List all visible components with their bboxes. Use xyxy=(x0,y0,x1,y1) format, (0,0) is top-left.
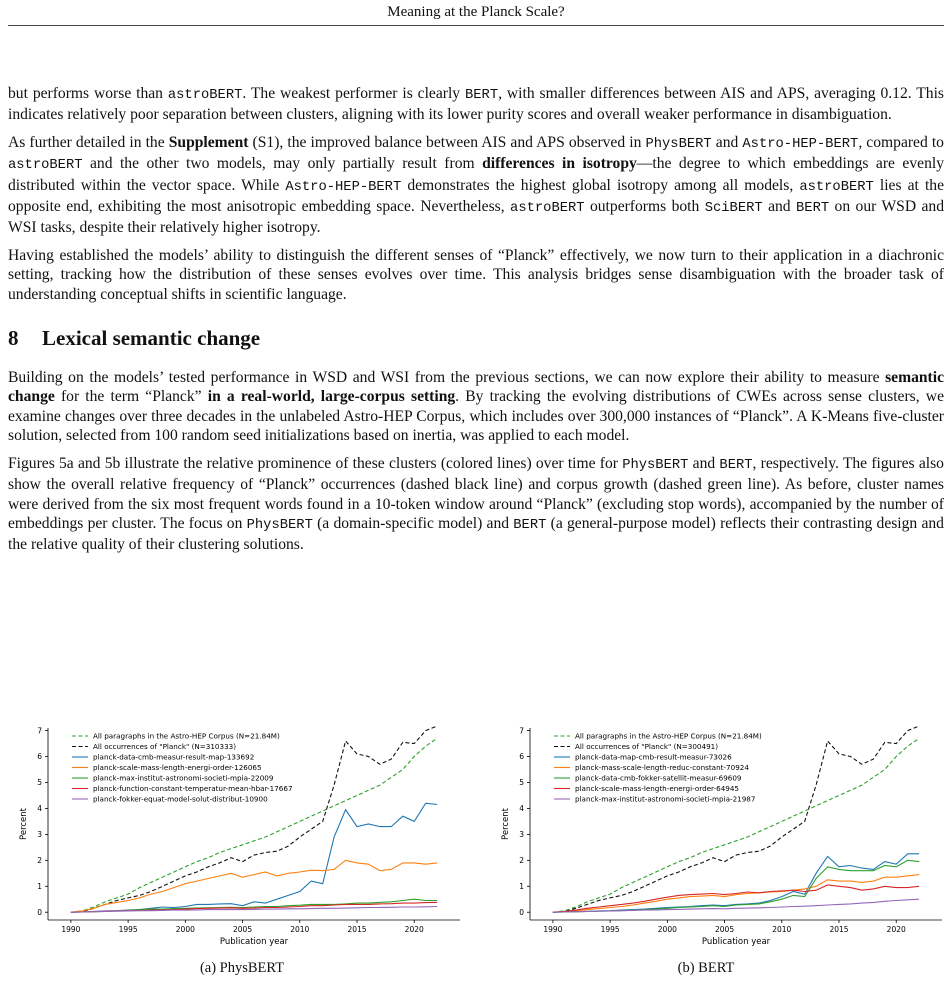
text-run: on our WSD and WSI tasks, despite their relatively higher isotropy. xyxy=(8,198,945,237)
header-rule xyxy=(8,25,944,26)
y-tick-label: 7 xyxy=(519,726,524,736)
line-chart-bert xyxy=(486,724,950,956)
figure-a xyxy=(4,724,468,956)
text-run: and xyxy=(688,454,720,472)
legend-label: planck-data-map-cmb-result-measur-73026 xyxy=(575,752,732,762)
y-tick-label: 0 xyxy=(519,907,524,917)
x-tick-label: 1990 xyxy=(61,925,81,934)
x-tick-label: 2010 xyxy=(290,925,310,934)
text-run: lies at the opposite end, exhibiting the most anisotropic embedding space. Nevertheless, xyxy=(8,176,944,216)
x-tick-label: 1995 xyxy=(600,925,620,934)
model-name: BERT xyxy=(513,517,547,533)
text-run: , with smaller differences between AIS and APS, averaging 0.12. This indicates relatively poor separation between clusters, aligning with its lower purity scores and overall weaker performance in disambiguation. xyxy=(8,85,944,124)
model-name: astroBERT xyxy=(167,88,243,103)
figure-caption-b: (b) BERT xyxy=(677,960,735,976)
series-line xyxy=(71,860,437,912)
model-name: Astro-HEP-BERT xyxy=(285,179,402,195)
y-tick-label: 4 xyxy=(519,804,524,814)
model-name: Astro-HEP-BERT xyxy=(742,136,859,152)
text-run: and xyxy=(711,133,743,151)
model-name: PhysBERT xyxy=(246,517,313,533)
model-name: BERT xyxy=(719,457,753,473)
text-run: (a general-purpose model) reflects their contrasting design and the relative quality of their clustering solutions. xyxy=(8,514,944,554)
text-run: —the degree to which embeddings are evenly distributed within the vector space. While xyxy=(8,155,944,194)
legend-label: planck-scale-mass-length-energi-order-126065 xyxy=(93,763,262,773)
x-axis-label: Publication year xyxy=(219,937,289,947)
legend-label: planck-scale-mass-length-energi-order-64945 xyxy=(575,784,740,794)
line-chart-physbert xyxy=(4,724,468,956)
text-run: and the other two models, may only partially result from xyxy=(82,155,483,173)
text-run: for the term “Planck” xyxy=(54,388,208,406)
y-tick-label: 2 xyxy=(519,856,524,866)
x-tick-label: 1995 xyxy=(118,925,138,934)
y-tick-label: 4 xyxy=(37,804,42,814)
text-run: but performs worse than xyxy=(8,85,168,102)
model-name: PhysBERT xyxy=(622,457,689,473)
x-axis-label: Publication year xyxy=(701,937,771,947)
bold-term: Supplement xyxy=(168,133,249,151)
legend-label: All paragraphs in the Astro-HEP Corpus (N=21.84M) xyxy=(575,731,762,741)
text-run: (a domain-specific model) and xyxy=(312,514,514,532)
text-run: demonstrates the highest global isotropy among all models, xyxy=(401,176,800,194)
body-text xyxy=(8,84,944,563)
legend-label: planck-max-institut-astronomi-societi-mpia-21987 xyxy=(575,794,756,804)
text-run: outperforms both xyxy=(584,198,705,216)
y-tick-label: 1 xyxy=(519,881,524,891)
x-tick-label: 1990 xyxy=(543,925,563,934)
text-run: . By tracking the evolving distributions of CWEs across sense clusters, we examine changes over three decades in the unlabeled Astro-HEP Corpus, which includes over 300,000 instances of “Planck”. A K-Means five-cluster solution, selected from 100 random seed initializations based on inertia, was applied to each model. xyxy=(8,388,944,445)
y-tick-label: 1 xyxy=(37,881,42,891)
paragraph xyxy=(8,368,944,446)
y-tick-label: 0 xyxy=(37,907,42,917)
model-name: BERT xyxy=(796,201,830,217)
legend-label: planck-max-institut-astronomi-societi-mpia-22009 xyxy=(93,773,274,783)
bold-term: semantic change xyxy=(8,369,944,406)
x-tick-label: 2000 xyxy=(175,925,195,934)
text-run: Having established the models’ ability to distinguish the different senses of “Planck” effectively, we now turn to their application in a diachronic setting, tracking how the distribution of these senses evolves over time. This analysis bridges sense disambiguation with the broader task of understanding conceptual shifts in scientific language. xyxy=(8,246,944,303)
text-run: , compared to xyxy=(858,133,944,151)
x-tick-label: 2015 xyxy=(347,925,367,934)
section-title: Lexical semantic change xyxy=(42,326,261,351)
y-tick-label: 6 xyxy=(37,752,42,762)
section-number: 8 xyxy=(8,326,19,351)
x-tick-label: 2005 xyxy=(233,925,253,934)
y-tick-label: 2 xyxy=(37,856,42,866)
series-line xyxy=(71,803,437,912)
figure-caption-a: (a) PhysBERT xyxy=(199,960,285,976)
legend-label: planck-fokker-equat-model-solut-distribut-10900 xyxy=(93,794,268,804)
text-run: As further detailed in the xyxy=(8,133,169,151)
legend-label: planck-function-constant-temperatur-mean-hbar-17667 xyxy=(93,784,293,794)
figure-b xyxy=(486,724,950,956)
text-run: (S1), the improved balance between AIS and APS observed in xyxy=(248,133,646,151)
y-tick-label: 5 xyxy=(519,778,524,788)
bold-term: in a real-world, large-corpus setting xyxy=(207,388,456,406)
paragraph xyxy=(8,246,944,304)
text-run: Figures 5a and 5b illustrate the relative prominence of these clusters (colored lines) over time for xyxy=(8,454,623,472)
section-heading xyxy=(8,326,944,350)
x-tick-label: 2005 xyxy=(715,925,735,934)
model-name: astroBERT xyxy=(510,201,585,217)
x-tick-label: 2020 xyxy=(404,925,424,934)
x-tick-label: 2000 xyxy=(657,925,677,934)
model-name: astroBERT xyxy=(8,158,83,174)
model-name: PhysBERT xyxy=(645,136,712,152)
x-tick-label: 2020 xyxy=(886,925,906,934)
legend-label: All paragraphs in the Astro-HEP Corpus (N=21.84M) xyxy=(93,731,280,741)
text-run: , respectively. The figures also show the overall relative frequency of “Planck” occurrences (dashed black line) and corpus growth (dashed green line). As before, cluster names were derived from the six most frequent words found in a 10-token window around “Planck” (excluding stop words), accompanied by the number of embeddings per cluster. The focus on xyxy=(8,454,944,532)
paragraph xyxy=(8,133,944,238)
y-tick-label: 7 xyxy=(37,726,42,736)
legend-label: planck-data-cmb-fokker-satellit-measur-69609 xyxy=(575,773,742,783)
y-tick-label: 3 xyxy=(37,830,42,840)
running-head: Meaning at the Planck Scale? xyxy=(387,4,565,20)
legend-label: All occurrences of "Planck" (N=300491) xyxy=(575,742,719,752)
paragraph xyxy=(8,454,944,555)
y-tick-label: 3 xyxy=(519,830,524,840)
model-name: SciBERT xyxy=(704,201,763,217)
x-tick-label: 2010 xyxy=(772,925,792,934)
model-name: BERT xyxy=(464,88,499,103)
y-tick-label: 6 xyxy=(519,752,524,762)
bold-term: differences in isotropy xyxy=(482,155,637,173)
x-tick-label: 2015 xyxy=(829,925,849,934)
text-run: . The weakest performer is clearly xyxy=(242,85,465,102)
y-axis-label: Percent xyxy=(19,808,29,840)
paragraph xyxy=(8,84,944,125)
text-run: and xyxy=(762,198,797,216)
model-name: astroBERT xyxy=(799,179,874,195)
legend-label: planck-mass-scale-length-reduc-constant-70924 xyxy=(575,763,749,773)
legend-label: planck-data-cmb-measur-result-map-133692 xyxy=(93,752,255,762)
legend-label: All occurrences of "Planck" (N=310333) xyxy=(93,742,237,752)
y-axis-label: Percent xyxy=(501,808,511,840)
text-run: Building on the models’ tested performance in WSD and WSI from the previous sections, we can now explore their ability to measure xyxy=(8,369,886,387)
y-tick-label: 5 xyxy=(37,778,42,788)
